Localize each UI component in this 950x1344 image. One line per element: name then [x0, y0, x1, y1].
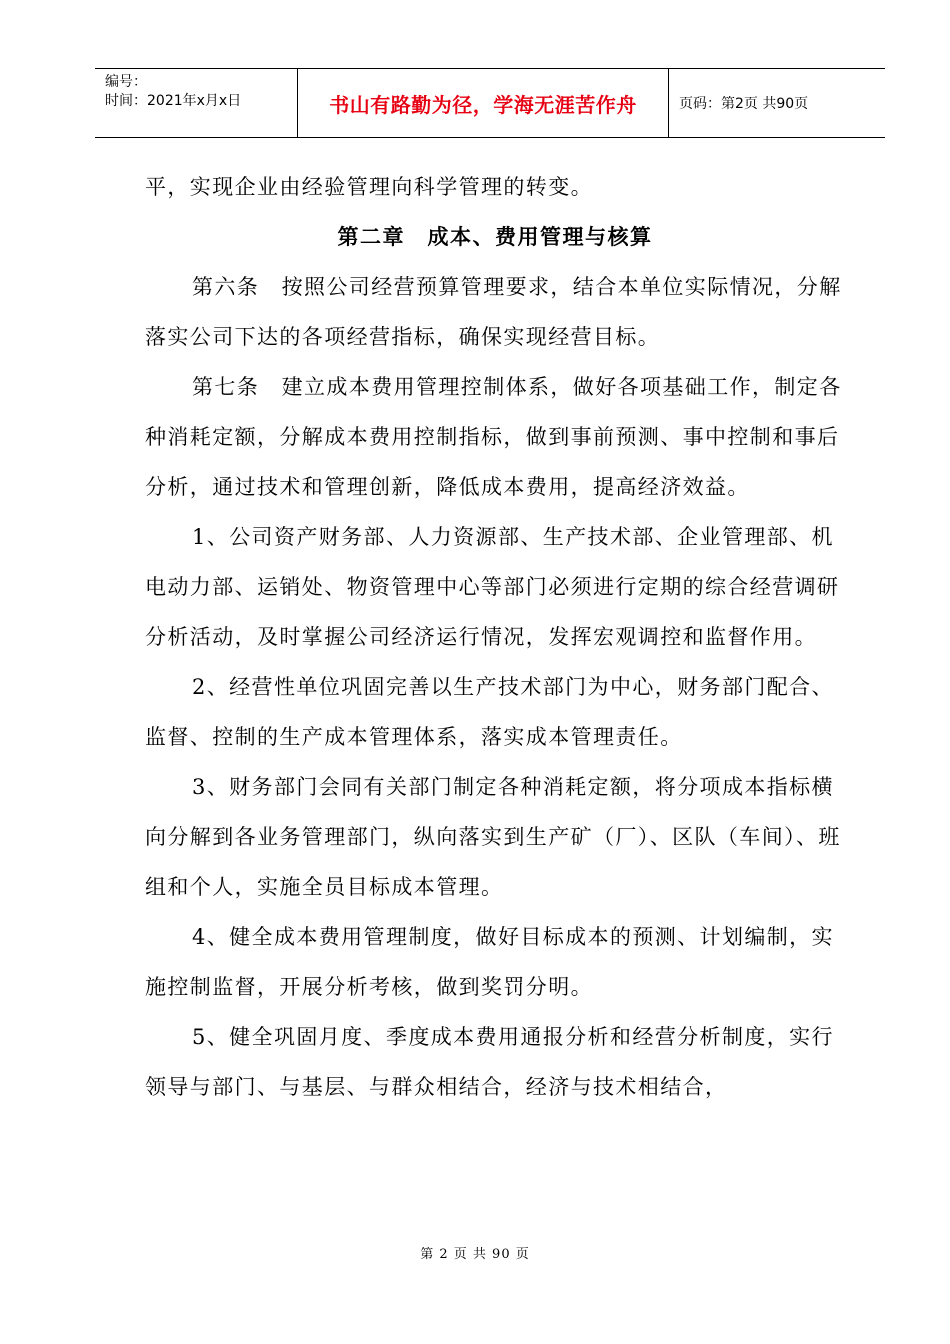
- time-label: 时间：2021年x月x日: [105, 93, 242, 109]
- page-header: [95, 68, 885, 138]
- header-motto: 书山有路勤为径，学海无涯苦作舟: [297, 69, 669, 137]
- document-body: [145, 162, 845, 1112]
- page-footer: 第 2 页 共 90 页: [420, 1247, 530, 1262]
- paragraph-continuation: 平，实现企业由经验管理向科学管理的转变。: [145, 175, 593, 199]
- header-meta: [95, 69, 297, 137]
- chapter-heading: 第二章 成本、费用管理与核算: [337, 224, 653, 249]
- list-item-4: 4、健全成本费用管理制度，做好目标成本的预测、计划编制，实施控制监督，开展分析考核，做到奖罚分明。: [145, 925, 834, 999]
- article-seven: 第七条 建立成本费用管理控制体系，做好各项基础工作，制定各种消耗定额，分解成本费用控制指标，做到事前预测、事中控制和事后分析，通过技术和管理创新，降低成本费用，提高经济效益。: [145, 375, 842, 499]
- header-page-label: 页码：第2页 共90页: [679, 96, 809, 112]
- doc-number-label: 编号：: [105, 74, 147, 90]
- list-item-3: 3、财务部门会同有关部门制定各种消耗定额，将分项成本指标横向分解到各业务管理部门，纵向落实到生产矿（厂）、区队（车间）、班组和个人，实施全员目标成本管理。: [145, 775, 841, 899]
- list-item-5: 5、健全巩固月度、季度成本费用通报分析和经营分析制度，实行领导与部门、与基层、与群众相结合，经济与技术相结合，: [145, 1025, 834, 1099]
- list-item-2: 2、经营性单位巩固完善以生产技术部门为中心，财务部门配合、监督、控制的生产成本管理体系，落实成本管理责任。: [145, 675, 834, 749]
- list-item-1: 1、公司资产财务部、人力资源部、生产技术部、企业管理部、机电动力部、运销处、物资管理中心等部门必须进行定期的综合经营调研分析活动，及时掌握公司经济运行情况，发挥宏观调控和监督作用。: [145, 525, 840, 649]
- article-six: 第六条 按照公司经营预算管理要求，结合本单位实际情况，分解落实公司下达的各项经营指标，确保实现经营目标。: [145, 275, 842, 349]
